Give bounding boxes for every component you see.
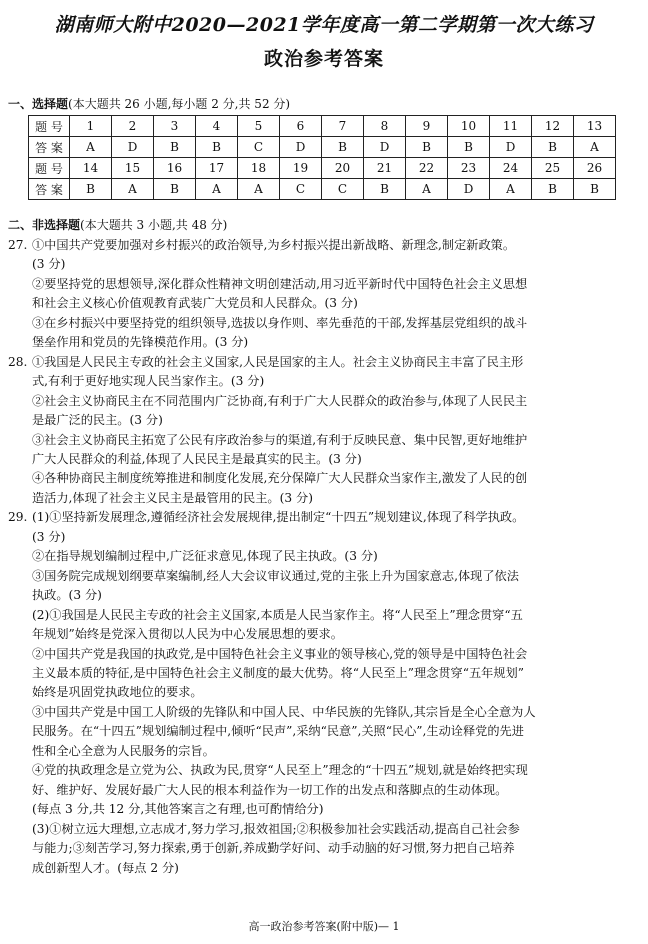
answer-cell: B [154,179,196,200]
answer-text: 执政。(3 分) [32,588,102,603]
question-number-cell: 7 [322,116,364,137]
answer-line [8,586,640,605]
question-number-cell: 17 [196,158,238,179]
answer-line [8,236,640,255]
answer-cell: C [280,179,322,200]
answer-cell: D [448,179,490,200]
answer-text: ②社会主义协商民主在不同范围内广泛协商,有利于广大人民群众的政治参与,体现了人民民主 [32,393,528,408]
row-label: 题 号 [29,158,70,179]
answer-cell: A [490,179,532,200]
question-number-cell: 2 [112,116,154,137]
answer-line [8,450,640,469]
question-number-cell: 23 [448,158,490,179]
answer-text: 是最广泛的民主。(3 分) [32,413,163,428]
answer-cell: C [238,137,280,158]
answer-line [8,683,640,702]
answer-cell: A [112,179,154,200]
answer-cell: D [364,137,406,158]
row-label: 题 号 [29,116,70,137]
question-number-cell: 22 [406,158,448,179]
answer-text: (3 分) [32,529,66,544]
answer-text: 好、维护好、发展好最广大人民的根本利益作为一切工作的出发点和落脚点的生动体现。 [32,782,508,797]
answer-line [8,606,640,625]
answer-cell: B [532,137,574,158]
answer-cell: B [70,179,112,200]
question-number-cell: 15 [112,158,154,179]
answer-line [8,469,640,488]
answer-line [8,820,640,839]
question-number-cell: 8 [364,116,406,137]
answer-text: ③社会主义协商民主拓宽了公民有序政治参与的渠道,有利于反映民意、集中民智,更好地维护 [32,432,528,447]
section-choice-heading [8,95,290,112]
question-number-cell: 20 [322,158,364,179]
answer-cell: A [238,179,280,200]
question-number-cell: 24 [490,158,532,179]
question-number-cell: 16 [154,158,196,179]
answer-text: 民服务。在“十四五”规划编制过程中,倾听“民声”,采纳“民意”,关照“民心”,生动诠释党的先进 [32,724,524,739]
answer-line [8,625,640,644]
answer-line [8,489,640,508]
question-number-cell: 11 [490,116,532,137]
answer-line [8,275,640,294]
answer-line [8,508,640,527]
question-number-cell: 26 [574,158,616,179]
answer-text: 主义最本质的特征,是中国特色社会主义制度的最大优势。将“人民至上”理念贯穿“五年规划” [32,665,524,680]
answer-text: (2)①我国是人民民主专政的社会主义国家,本质是人民当家作主。将“人民至上”理念贯穿“五 [32,607,523,622]
question-number-cell: 3 [154,116,196,137]
question-number-cell: 12 [532,116,574,137]
question-number-row [29,116,616,137]
answer-line [8,372,640,391]
answer-line [8,800,640,819]
answer-line [8,411,640,430]
question-number-cell: 13 [574,116,616,137]
answer-cell: B [196,137,238,158]
answer-row [29,137,616,158]
row-label: 答 案 [29,137,70,158]
answer-cell: A [70,137,112,158]
page-footer: 高一政治参考答案(附中版)— 1 [248,920,400,933]
answer-text: ①我国是人民民主专政的社会主义国家,人民是国家的主人。社会主义协商民主丰富了民主形 [32,354,524,369]
answer-line [8,547,640,566]
question-number-cell: 25 [532,158,574,179]
question-number-cell: 9 [406,116,448,137]
section-open-heading [8,216,227,233]
answer-line [8,353,640,372]
answer-table [28,115,616,200]
answer-cell: B [406,137,448,158]
question-number-cell: 4 [196,116,238,137]
answer-text: 造活力,体现了社会主义民主是最管用的民主。(3 分) [32,490,313,505]
answer-cell: D [490,137,532,158]
answer-cell: B [574,179,616,200]
answer-text: (每点 3 分,共 12 分,其他答案言之有理,也可酌情给分) [32,802,324,817]
answer-text: (1)①坚持新发展理念,遵循经济社会发展规律,提出制定“十四五”规划建议,体现了科学执政。 [32,510,525,525]
question-number-cell: 18 [238,158,280,179]
answer-content [8,236,640,878]
answer-line [8,781,640,800]
answer-line [8,431,640,450]
answer-line [8,703,640,722]
answer-text: ①中国共产党要加强对乡村振兴的政治领导,为乡村振兴提出新战略、新理念,制定新政策。 [32,238,516,252]
answer-text: ②中国共产党是我国的执政党,是中国特色社会主义事业的领导核心,党的领导是中国特色社会 [32,646,528,661]
page-title: 湖南师大附中2020—2021学年度高一第二学期第一次大练习 [54,14,594,36]
answer-text: ②要坚持党的思想领导,深化群众性精神文明创建活动,用习近平新时代中国特色社会主义思想 [32,276,528,291]
section-open-label: 二、非选择题 [8,218,81,232]
question-number: 29. [8,510,28,525]
answer-line [8,761,640,780]
question-number-cell: 1 [70,116,112,137]
answer-line [8,567,640,586]
answer-line [8,392,640,411]
answer-cell: A [406,179,448,200]
answer-cell: C [322,179,364,200]
question-number-cell: 5 [238,116,280,137]
answer-text: 始终是巩固党执政地位的要求。 [32,685,203,700]
section-choice-label: 一、选择题 [8,97,69,111]
question-number: 28. [8,354,28,369]
answer-line [8,742,640,761]
answer-text: 性和全心全意为人民服务的宗旨。 [32,743,215,758]
question-number-cell: 14 [70,158,112,179]
question-number: 27. [8,238,28,252]
answer-text: 成创新型人才。(每点 2 分) [32,860,179,875]
answer-text: (3 分) [32,257,66,272]
answer-text: 广大人民群众的利益,体现了人民民主是最真实的民主。(3 分) [32,451,362,466]
answer-text: ④各种协商民主制度统筹推进和制度化发展,充分保障广大人民群众当家作主,激发了人民的创 [32,471,528,486]
answer-text: 与能力;③刻苦学习,努力探索,勇于创新,养成勤学好问、动手动脑的好习惯,努力把自己培养 [32,841,515,856]
answer-line [8,839,640,858]
answer-text: 和社会主义核心价值观教育武装广大党员和人民群众。(3 分) [32,296,358,311]
answer-text: ②在指导规划编制过程中,广泛征求意见,体现了民主执政。(3 分) [32,549,378,564]
answer-line [8,645,640,664]
answer-text: ③国务院完成规划纲要草案编制,经人大会议审议通过,党的主张上升为国家意志,体现了依法 [32,568,519,583]
answer-line [8,314,640,333]
answer-line [8,333,640,352]
answer-text: 堡垒作用和党员的先锋模范作用。(3 分) [32,335,249,350]
answer-cell: B [364,179,406,200]
answer-cell: B [154,137,196,158]
answer-line [8,528,640,547]
answer-cell: B [448,137,490,158]
question-number-cell: 10 [448,116,490,137]
answer-row [29,179,616,200]
question-number-cell: 6 [280,116,322,137]
question-number-cell: 19 [280,158,322,179]
answer-cell: A [574,137,616,158]
question-number-cell: 21 [364,158,406,179]
answer-text: 式,有利于更好地实现人民当家作主。(3 分) [32,374,265,389]
answer-cell: B [532,179,574,200]
answer-line [8,294,640,313]
answer-line [8,255,640,274]
question-number-row [29,158,616,179]
answer-text: ④党的执政理念是立党为公、执政为民,贯穿“人民至上”理念的“十四五”规划,就是始终把实现 [32,763,528,778]
answer-text: (3)①树立远大理想,立志成才,努力学习,报效祖国;②积极参加社会实践活动,提高自己社会参 [32,821,520,836]
answer-cell: D [112,137,154,158]
answer-text: ③中国共产党是中国工人阶级的先锋队和中国人民、中华民族的先锋队,其宗旨是全心全意为人 [32,704,536,719]
row-label: 答 案 [29,179,70,200]
answer-line [8,664,640,683]
answer-cell: D [280,137,322,158]
answer-line [8,722,640,741]
answer-text: ③在乡村振兴中要坚持党的组织领导,选拔以身作则、率先垂范的干部,发挥基层党组织的战斗 [32,315,528,330]
answer-line [8,859,640,878]
section-open-note: (本大题共 3 小题,共 48 分) [80,218,228,232]
answer-cell: A [196,179,238,200]
section-choice-note: (本大题共 26 小题,每小题 2 分,共 52 分) [68,97,291,111]
page-subtitle: 政治参考答案 [263,48,384,70]
answer-cell: B [322,137,364,158]
answer-text: 年规划”始终是党深入贯彻以人民为中心发展思想的要求。 [32,627,343,642]
